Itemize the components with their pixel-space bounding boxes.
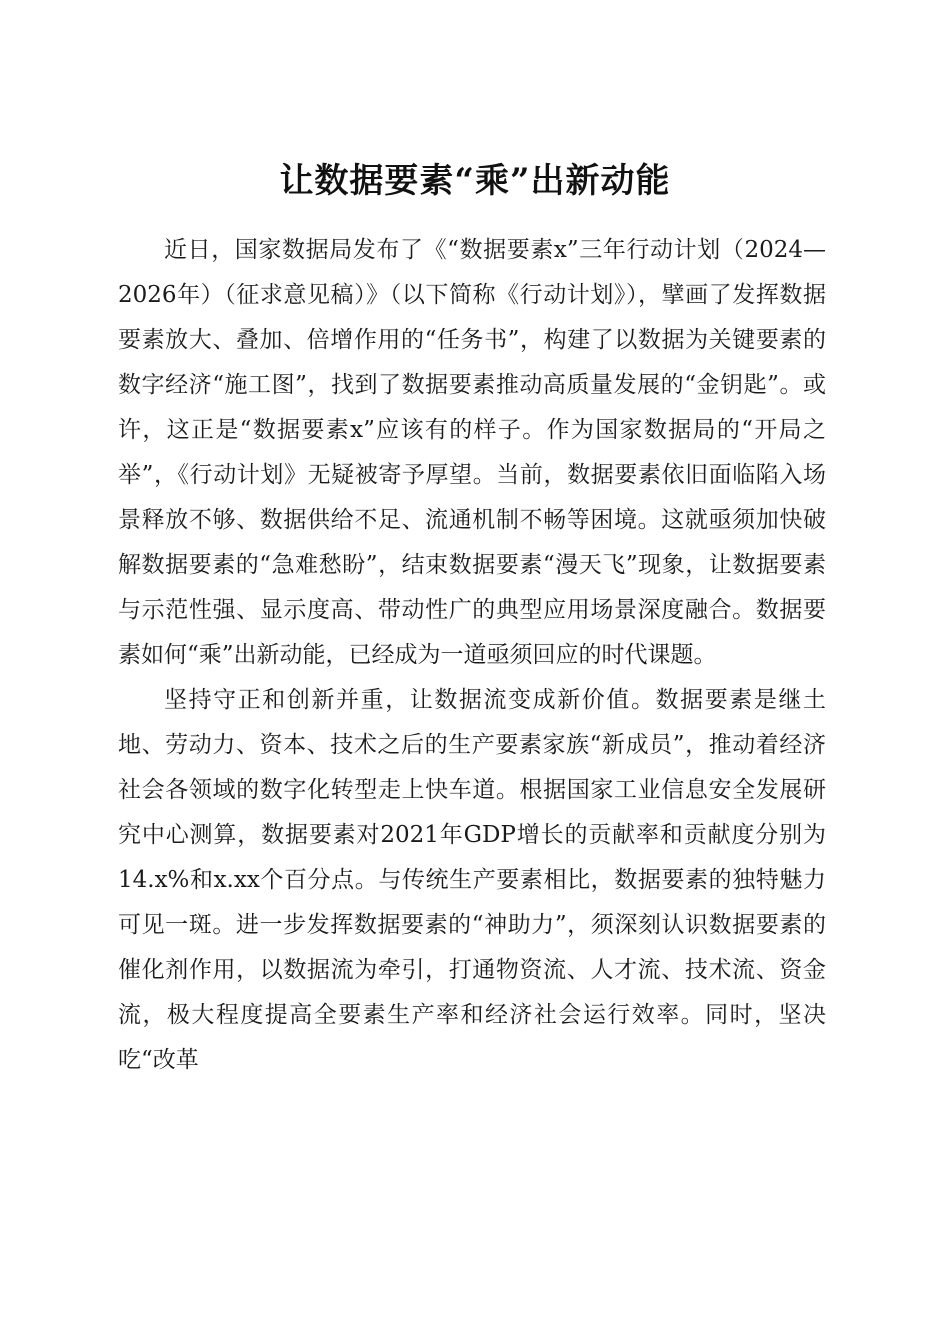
page-title: 让数据要素“乘”出新动能 — [279, 160, 671, 201]
article-body — [118, 228, 826, 1083]
paragraph-1: 近日，国家数据局发布了《“数据要素x”三年行动计划（2024—2026年）（征求意见稿）》（以下简称《行动计划》），擘画了发挥数据要素放大、叠加、倍增作用的“任务书”，构建了以数据为关键要素的数字经济“施工图”，找到了数据要素推动高质量发展的“金钥匙”。或许，这正是“数据要素x”应该有的样子。作为国家数据局的“开局之举”，《行动计划》无疑被寄予厚望。当前，数据要素依旧面临陷入场景释放不够、数据供给不足、流通机制不畅等困境。这就亟须加快破解数据要素的“急难愁盼”，结束数据要素“漫天飞”现象，让数据要素与示范性强、显示度高、带动性广的典型应用场景深度融合。数据要素如何“乘”出新动能，已经成为一道亟须回应的时代课题。 — [118, 237, 826, 668]
paragraph-2: 坚持守正和创新并重，让数据流变成新价值。数据要素是继土地、劳动力、资本、技术之后的生产要素家族“新成员”，推动着经济社会各领域的数字化转型走上快车道。根据国家工业信息安全发展研究中心测算，数据要素对2021年GDP增长的贡献率和贡献度分别为14.x%和x.xx个百分点。与传统生产要素相比，数据要素的独特魅力可见一斑。进一步发挥数据要素的“神助力”，须深刻认识数据要素的催化剂作用，以数据流为牵引，打通物资流、人才流、技术流、资金流，极大程度提高全要素生产率和经济社会运行效率。同时，坚决吃“改革 — [118, 687, 826, 1073]
